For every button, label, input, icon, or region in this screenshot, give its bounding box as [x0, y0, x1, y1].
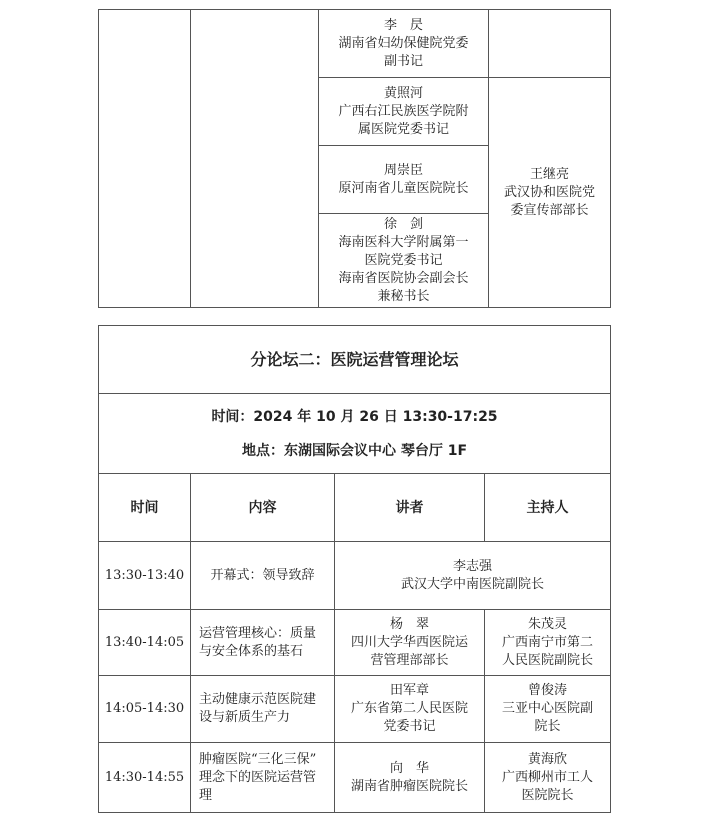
- speaker-name: 周崇臣: [383, 162, 423, 178]
- header-content: 内容: [191, 474, 335, 542]
- forum-schedule-table: [98, 325, 611, 813]
- row-time: 13:30-13:40: [99, 542, 191, 610]
- speaker-title: 原河南省儿童医院院长: [338, 180, 469, 196]
- speaker-name: 田军章: [389, 683, 429, 698]
- header-time: 时间: [99, 474, 191, 542]
- time-cell-empty: [99, 10, 191, 308]
- speaker-title: 海南医科大学附属第一 医院党委书记 海南省医院协会副会长 兼秘书长: [338, 234, 469, 304]
- table-row: [99, 542, 611, 610]
- speaker-title: 湖南省肿瘤医院院长: [350, 778, 468, 794]
- row-content: 肿瘤医院“三化三保” 理念下的医院运营管 理: [191, 743, 335, 813]
- row-speaker: [335, 676, 485, 743]
- header-speaker: 讲者: [335, 474, 485, 542]
- host-name: 黄海欣: [528, 751, 568, 767]
- row-host: [485, 676, 611, 743]
- speaker-cell: [319, 10, 489, 78]
- table-row: [99, 610, 611, 676]
- row-host: [485, 610, 611, 676]
- row-time: 13:40-14:05: [99, 610, 191, 676]
- speaker-title: 四川大学华西医院运 营管理部部长: [350, 634, 468, 668]
- host-title: 广西南宁市第二 人民医院副院长: [502, 634, 594, 668]
- host-title: 三亚中心医院副 院长: [502, 701, 594, 734]
- host-name: 朱茂灵: [528, 616, 568, 632]
- row-speaker: [335, 542, 611, 610]
- speaker-name: 黄照河: [383, 85, 423, 101]
- table-row: [99, 676, 611, 743]
- row-content: 主动健康示范医院建 设与新质生产力: [191, 676, 335, 743]
- speaker-cell: [319, 146, 489, 214]
- speaker-name: 徐 剑: [383, 216, 423, 232]
- forum-time: 时间：2024 年 10 月 26 日 13:30-17:25: [211, 408, 498, 425]
- row-time: 14:30-14:55: [99, 743, 191, 813]
- host-cell: [489, 78, 611, 308]
- host-name: 曾俊涛: [528, 683, 568, 698]
- schedule-table-continued: [98, 9, 611, 308]
- host-cell-empty: [489, 10, 611, 78]
- speaker-name: 向 华: [389, 760, 429, 776]
- content-cell-empty: [191, 10, 319, 308]
- speaker-name: 杨 翠: [389, 616, 429, 632]
- row-content: 开幕式：领导致辞: [191, 542, 335, 610]
- forum-title: 分论坛二：医院运营管理论坛: [99, 326, 611, 394]
- header-host: 主持人: [485, 474, 611, 542]
- table-row: [99, 743, 611, 813]
- row-time: 14:05-14:30: [99, 676, 191, 743]
- forum-location: 地点：东湖国际会议中心 琴台厅 1F: [241, 442, 468, 459]
- forum-info-cell: [99, 394, 611, 474]
- host-name: 王继亮: [529, 166, 569, 182]
- row-content: 运营管理核心：质量 与安全体系的基石: [191, 610, 335, 676]
- speaker-name: 李 昃: [383, 17, 423, 33]
- row-speaker: [335, 610, 485, 676]
- row-host: [485, 743, 611, 813]
- speaker-title: 湖南省妇幼保健院党委 副书记: [338, 35, 469, 69]
- row-speaker: [335, 743, 485, 813]
- speaker-title: 广西右江民族医学院附 属医院党委书记: [338, 103, 469, 137]
- host-title: 武汉协和医院党 委宣传部部长: [503, 184, 595, 218]
- speaker-title: 广东省第二人民医院 党委书记: [350, 701, 468, 734]
- speaker-cell: [319, 78, 489, 146]
- speaker-title: 武汉大学中南医院副院长: [401, 576, 545, 592]
- speaker-cell: [319, 214, 489, 308]
- host-title: 广西柳州市工人 医院院长: [502, 769, 594, 803]
- speaker-name: 李志强: [453, 558, 493, 574]
